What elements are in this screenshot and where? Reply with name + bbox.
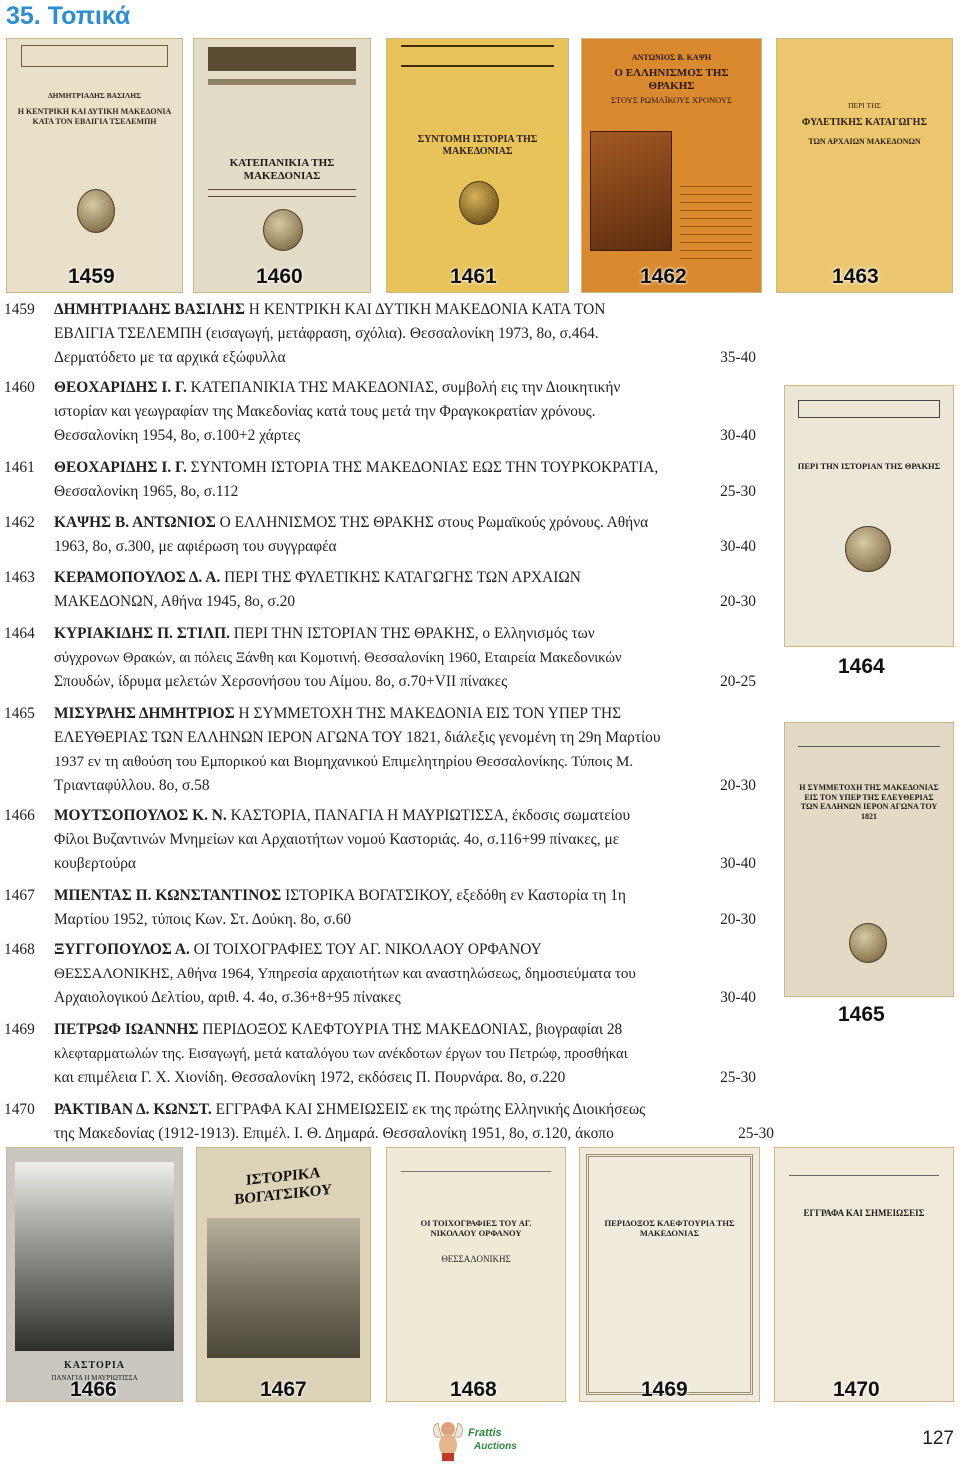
medal-emblem [849, 923, 887, 963]
medal-emblem [459, 181, 499, 225]
cover-1467[interactable] [196, 1147, 371, 1402]
cover-1464[interactable] [784, 385, 954, 647]
cover-1468-title: ΟΙ ΤΟΙΧΟΓΡΑΦΙΕΣ ΤΟΥ ΑΓ. ΝΙΚΟΛΑΟΥ ΟΡΦΑΝΟΥ [420, 1218, 532, 1239]
entry-number: 1467 [4, 887, 35, 904]
medal-emblem [77, 189, 115, 233]
cover-1470-title: ΕΓΓΡΑΦΑ ΚΑΙ ΣΗΜΕΙΩΣΕΙΣ [803, 1208, 925, 1218]
entry-price: 20-30 [720, 777, 756, 794]
entry-author: ΘΕΟΧΑΡΙΔΗΣ Ι. Γ. [54, 459, 187, 476]
cover-1464-title: ΠΕΡΙ ΤΗΝ ΙΣΤΟΡΙΑΝ ΤΗΣ ΘΡΑΚΗΣ [797, 461, 941, 471]
entry-text: ΕΒΛΙΓΙΑ ΤΣΕΛΕΜΠΗ (εισαγωγή, μετάφραση, σχόλια). Θεσσαλονίκη 1973, 8ο, σ.464. [54, 325, 599, 342]
entry-1465 [4, 702, 774, 798]
cover-1462[interactable] [581, 38, 762, 293]
entry-price: 30-40 [720, 538, 756, 555]
entry-1470 [4, 1098, 774, 1146]
cover-label-1463: 1463 [832, 265, 879, 288]
entry-1463 [4, 566, 774, 614]
cover-label-1460: 1460 [256, 265, 303, 288]
cover-1469-title: ΠΕΡΙΔΟΞΟΣ ΚΛΕΦΤΟΥΡΙΑ ΤΗΣ ΜΑΚΕΔΟΝΙΑΣ [604, 1218, 735, 1239]
entry-1468 [4, 938, 774, 1010]
entry-text: Η ΣΥΜΜΕΤΟΧΗ ΤΗΣ ΜΑΚΕΔΟΝΙΑ ΕΙΣ ΤΟΝ ΥΠΕΡ ΤΗΣ [234, 705, 622, 722]
entry-text: της Μακεδονίας (1912-1913). Επιμέλ. Ι. Θ. Δημαρά. Θεσσαλονίκη 1951, 8ο, σ.120, άκοπο [54, 1125, 614, 1142]
cover-1460[interactable] [193, 38, 371, 293]
cover-label-1470: 1470 [833, 1378, 880, 1401]
cover-1460-title: ΚΑΤΕΠΑΝΙΚΙΑ ΤΗΣ ΜΑΚΕΔΟΝΙΑΣ [229, 157, 335, 183]
cover-1461[interactable] [386, 38, 569, 293]
entry-number: 1466 [4, 807, 35, 824]
entry-text: ΚΑΤΕΠΑΝΙΚΙΑ ΤΗΣ ΜΑΚΕΔΟΝΙΑΣ, συμβολή εις την Διοικητικήν [186, 379, 621, 396]
entry-text: Η ΚΕΝΤΡΙΚΗ ΚΑΙ ΔΥΤΙΚΗ ΜΑΚΕΔΟΝΙΑ ΚΑΤΑ ΤΟΝ [244, 301, 606, 318]
entry-price: 30-40 [720, 427, 756, 444]
entry-text: ΠΕΡΙ ΤΗΣ ΦΥΛΕΤΙΚΗΣ ΚΑΤΑΓΩΓΗΣ ΤΩΝ ΑΡΧΑΙΩΝ [220, 569, 581, 586]
cover-1463-line3: ΤΩΝ ΑΡΧΑΙΩΝ ΜΑΚΕΔΟΝΩΝ [808, 137, 921, 146]
logo-text-1: Frattis [468, 1427, 502, 1439]
entry-price: 30-40 [720, 989, 756, 1006]
entry-text: κουβερτούρα [54, 855, 136, 872]
cover-1462-title: Ο ΕΛΛΗΝΙΣΜΟΣ ΤΗΣ ΘΡΑΚΗΣ [614, 67, 729, 93]
cover-1463-line1: ΠΕΡΙ ΤΗΣ [848, 101, 881, 110]
entry-1459 [4, 298, 774, 370]
cover-1468[interactable] [386, 1147, 566, 1402]
entry-price: 20-30 [720, 593, 756, 610]
entry-author: ΜΠΕΝΤΑΣ Π. ΚΩΝΣΤΑΝΤΙΝΟΣ [54, 887, 282, 904]
entry-price: 35-40 [720, 349, 756, 366]
entry-author: ΚΕΡΑΜΟΠΟΥΛΟΣ Δ. Α. [54, 569, 221, 586]
entry-text: ΕΛΕΥΘΕΡΙΑΣ ΤΩΝ ΕΛΛΗΝΩΝ ΙΕΡΟΝ ΑΓΩΝΑ ΤΟΥ 1821, διάλεξις γενομένη τη 29η Μαρτίου [54, 729, 661, 746]
entry-text: κλεφταρματωλών της. Εισαγωγή, μετά καταλόγου των ανέκδοτων έργων του Πετρώφ, προσθήκαι [54, 1046, 628, 1062]
entry-1464 [4, 622, 774, 694]
entry-author: ΞΥΓΓΟΠΟΥΛΟΣ Α. [54, 941, 190, 958]
cover-label-1465: 1465 [838, 1003, 885, 1026]
entry-price: 20-30 [720, 911, 756, 928]
entry-author: ΜΟΥΤΣΟΠΟΥΛΟΣ Κ. Ν. [54, 807, 227, 824]
cover-1462-author: ΑΝΤΩΝΙΟΣ Β. ΚΑΨΗ [631, 53, 712, 62]
entry-text: Μαρτίου 1952, τύποις Κων. Στ. Δούκη. 8ο, σ.60 [54, 911, 352, 928]
entry-price: 25-30 [720, 1069, 756, 1086]
cover-1468-city: ΘΕΣΣΑΛΟΝΙΚΗΣ [441, 1254, 511, 1264]
entry-price: 30-40 [720, 855, 756, 872]
cover-label-1469: 1469 [641, 1378, 688, 1401]
cover-1462-subtitle: ΣΤΟΥΣ ΡΩΜΑΪΚΟΥΣ ΧΡΟΝΟΥΣ [611, 95, 732, 105]
entry-number: 1463 [4, 569, 35, 586]
entry-author: ΔΗΜΗΤΡΙΑΔΗΣ ΒΑΣΙΛΗΣ [54, 301, 245, 318]
entry-text: ΘΕΣΣΑΛΟΝΙΚΗΣ, Αθήνα 1964, Υπηρεσία αρχαιοτήτων και αναστηλώσεως, δημοσιεύματα του [54, 966, 636, 982]
cover-1469[interactable] [579, 1147, 760, 1402]
frattis-logo[interactable] [430, 1415, 540, 1465]
cover-label-1464: 1464 [838, 655, 885, 678]
cover-1459-author: ΔΗΜΗΤΡΙΑΔΗΣ ΒΑΣΙΛΗΣ [47, 91, 142, 100]
entry-author: ΠΕΤΡΩΦ ΙΩΑΝΝΗΣ [54, 1021, 199, 1038]
cover-label-1468: 1468 [450, 1378, 497, 1401]
cover-1466-subtitle: ΠΑΝΑΓΙΑ Η ΜΑΥΡΙΩΤΙΣΣΑ [51, 1374, 138, 1382]
entry-price: 25-30 [738, 1125, 774, 1142]
entry-text: Φίλοι Βυζαντινών Μνημείων και Αρχαιοτήτων νομού Καστοριάς. 4ο, σ.116+99 πίνακες, με [54, 831, 620, 848]
cover-label-1461: 1461 [450, 265, 497, 288]
cover-1465[interactable] [784, 722, 954, 997]
entry-1462 [4, 511, 774, 559]
entry-text: σύγχρονων Θρακών, αι πόλεις Ξάνθη και Κομοτινή. Θεσσαλονίκη 1960, Εταιρεία Μακεδονικών [54, 650, 622, 666]
entry-number: 1460 [4, 379, 35, 396]
entry-text: ΚΑΣΤΟΡΙΑ, ΠΑΝΑΓΙΑ Η ΜΑΥΡΙΩΤΙΣΣΑ, έκδοσις σωματείου [226, 807, 631, 824]
entry-1469 [4, 1018, 774, 1090]
entry-number: 1465 [4, 705, 35, 722]
cover-1459[interactable] [6, 38, 183, 293]
cover-label-1466: 1466 [70, 1378, 117, 1401]
entry-1460 [4, 376, 774, 448]
entry-text: ΣΥΝΤΟΜΗ ΙΣΤΟΡΙΑ ΤΗΣ ΜΑΚΕΔΟΝΙΑΣ ΕΩΣ ΤΗΝ ΤΟΥΡΚΟΚΡΑΤΙΑ, [186, 459, 659, 476]
entry-author: ΘΕΟΧΑΡΙΔΗΣ Ι. Γ. [54, 379, 187, 396]
entry-text: Σπουδών, ίδρυμα μελετών Χερσονήσου του Αίμου. 8ο, σ.70+VII πίνακες [54, 673, 508, 690]
entry-price: 25-30 [720, 483, 756, 500]
entry-price: 20-25 [720, 673, 756, 690]
entry-number: 1464 [4, 625, 35, 642]
medal-emblem [845, 526, 891, 572]
entry-number: 1470 [4, 1101, 35, 1118]
entry-1466 [4, 804, 774, 876]
cover-label-1459: 1459 [68, 265, 115, 288]
cover-label-1462: 1462 [640, 265, 687, 288]
cover-1459-title: Η ΚΕΝΤΡΙΚΗ ΚΑΙ ΔΥΤΙΚΗ ΜΑΚΕΔΟΝΙΑ ΚΑΤΑ ΤΟΝ ΕΒΛΙΓΙΑ ΤΣΕΛΕΜΠΗ [17, 107, 172, 126]
cover-1465-title: Η ΣΥΜΜΕΤΟΧΗ ΤΗΣ ΜΑΚΕΔΟΝΙΑΣ ΕΙΣ ΤΟΝ ΥΠΕΡ ΤΗΣ ΕΛΕΥΘΕΡΙΑΣ ΤΩΝ ΕΛΛΗΝΩΝ ΙΕΡΟΝ ΑΓΩΝΑ ΤΟΥ 1821 [799, 783, 939, 821]
entry-text: και επιμέλεια Γ. Χ. Χιονίδη. Θεσσαλονίκη 1972, εκδόσεις Π. Πουρνάρα. 8ο, σ.220 [54, 1069, 566, 1086]
medal-emblem [263, 209, 303, 251]
entry-text: ΠΕΡΙΔΟΞΟΣ ΚΛΕΦΤΟΥΡΙΑ ΤΗΣ ΜΑΚΕΔΟΝΙΑΣ, βιογραφίαι 28 [198, 1021, 623, 1038]
entry-text: 1963, 8ο, σ.300, με αφιέρωση του συγγραφέα [54, 538, 337, 555]
entry-1467 [4, 884, 774, 932]
entry-author: ΜΙΣΥΡΛΗΣ ΔΗΜΗΤΡΙΟΣ [54, 705, 235, 722]
entry-text: ιστορίαν και γεωγραφίαν της Μακεδονίας κατά τους μετά την Φραγκοκρατίαν χρόνους. [54, 403, 596, 420]
relief-image [590, 131, 672, 251]
entry-number: 1462 [4, 514, 35, 531]
section-title: 35. Τοπικά [6, 2, 131, 30]
entry-text: ΟΙ ΤΟΙΧΟΓΡΑΦΙΕΣ ΤΟΥ ΑΓ. ΝΙΚΟΛΑΟΥ ΟΡΦΑΝΟΥ [189, 941, 542, 958]
landscape-photo [15, 1162, 174, 1351]
page-number: 127 [922, 1428, 954, 1449]
cover-1463-title: ΦΥΛΕΤΙΚΗΣ ΚΑΤΑΓΩΓΗΣ [801, 117, 928, 128]
cherub-icon [430, 1415, 540, 1465]
entry-author: ΚΑΨΗΣ Β. ΑΝΤΩΝΙΟΣ [54, 514, 216, 531]
entry-text: ΜΑΚΕΔΟΝΩΝ, Αθήνα 1945, 8ο, σ.20 [54, 593, 296, 610]
cover-1466-title: ΚΑΣΤΟΡΙΑ [63, 1360, 126, 1371]
entry-text: Θεσσαλονίκη 1954, 8ο, σ.100+2 χάρτες [54, 427, 301, 444]
entry-text: ΠΕΡΙ ΤΗΝ ΙΣΤΟΡΙΑΝ ΤΗΣ ΘΡΑΚΗΣ, ο Ελληνισμός των [229, 625, 595, 642]
entry-number: 1469 [4, 1021, 35, 1038]
cover-1461-title: ΣΥΝΤΟΜΗ ΙΣΤΟΡΙΑ ΤΗΣ ΜΑΚΕΔΟΝΙΑΣ [417, 134, 538, 157]
entry-author: ΚΥΡΙΑΚΙΔΗΣ Π. ΣΤΙΛΠ. [54, 625, 230, 642]
contents-list [680, 179, 752, 259]
cover-label-1467: 1467 [260, 1378, 307, 1401]
entry-text: Θεσσαλονίκη 1965, 8ο, σ.112 [54, 483, 239, 500]
cover-1470[interactable] [774, 1147, 954, 1402]
entry-number: 1468 [4, 941, 35, 958]
entry-text: ΙΣΤΟΡΙΚΑ ΒΟΓΑΤΣΙΚΟΥ, εξεδόθη εν Καστορία τη 1η [281, 887, 626, 904]
entry-text: Τριανταφύλλου. 8ο, σ.58 [54, 777, 210, 794]
entry-author: ΡΑΚΤΙΒΑΝ Δ. ΚΩΝΣΤ. [54, 1101, 212, 1118]
cover-1463[interactable] [776, 38, 953, 293]
entry-text: 1937 εν τη αιθούση του Εμπορικού και Βιομηχανικού Επιμελητηρίου Θεσσαλονίκης. Τύποις Μ. [54, 754, 634, 770]
entry-text: Αρχαιολογικού Δελτίου, αριθ. 4. 4ο, σ.36+8+95 πίνακες [54, 989, 401, 1006]
entry-text: Ο ΕΛΛΗΝΙΣΜΟΣ ΤΗΣ ΘΡΑΚΗΣ στους Ρωμαϊκούς χρόνους. Αθήνα [215, 514, 649, 531]
landscape-photo [207, 1218, 360, 1358]
entry-number: 1459 [4, 301, 35, 318]
logo-text-2: Auctions [474, 1441, 517, 1452]
cover-1467-title: ΙΣΤΟΡΙΚΑ ΒΟΓΑΤΣΙΚΟΥ [234, 1165, 333, 1209]
cover-1466[interactable] [6, 1147, 183, 1402]
entry-number: 1461 [4, 459, 35, 476]
entry-text: ΕΓΓΡΑΦΑ ΚΑΙ ΣΗΜΕΙΩΣΕΙΣ εκ της πρώτης Ελληνικής Διοικήσεως [211, 1101, 646, 1118]
entry-text: Δερματόδετο με τα αρχικά εξώφυλλα [54, 349, 286, 366]
entry-1461 [4, 456, 774, 504]
